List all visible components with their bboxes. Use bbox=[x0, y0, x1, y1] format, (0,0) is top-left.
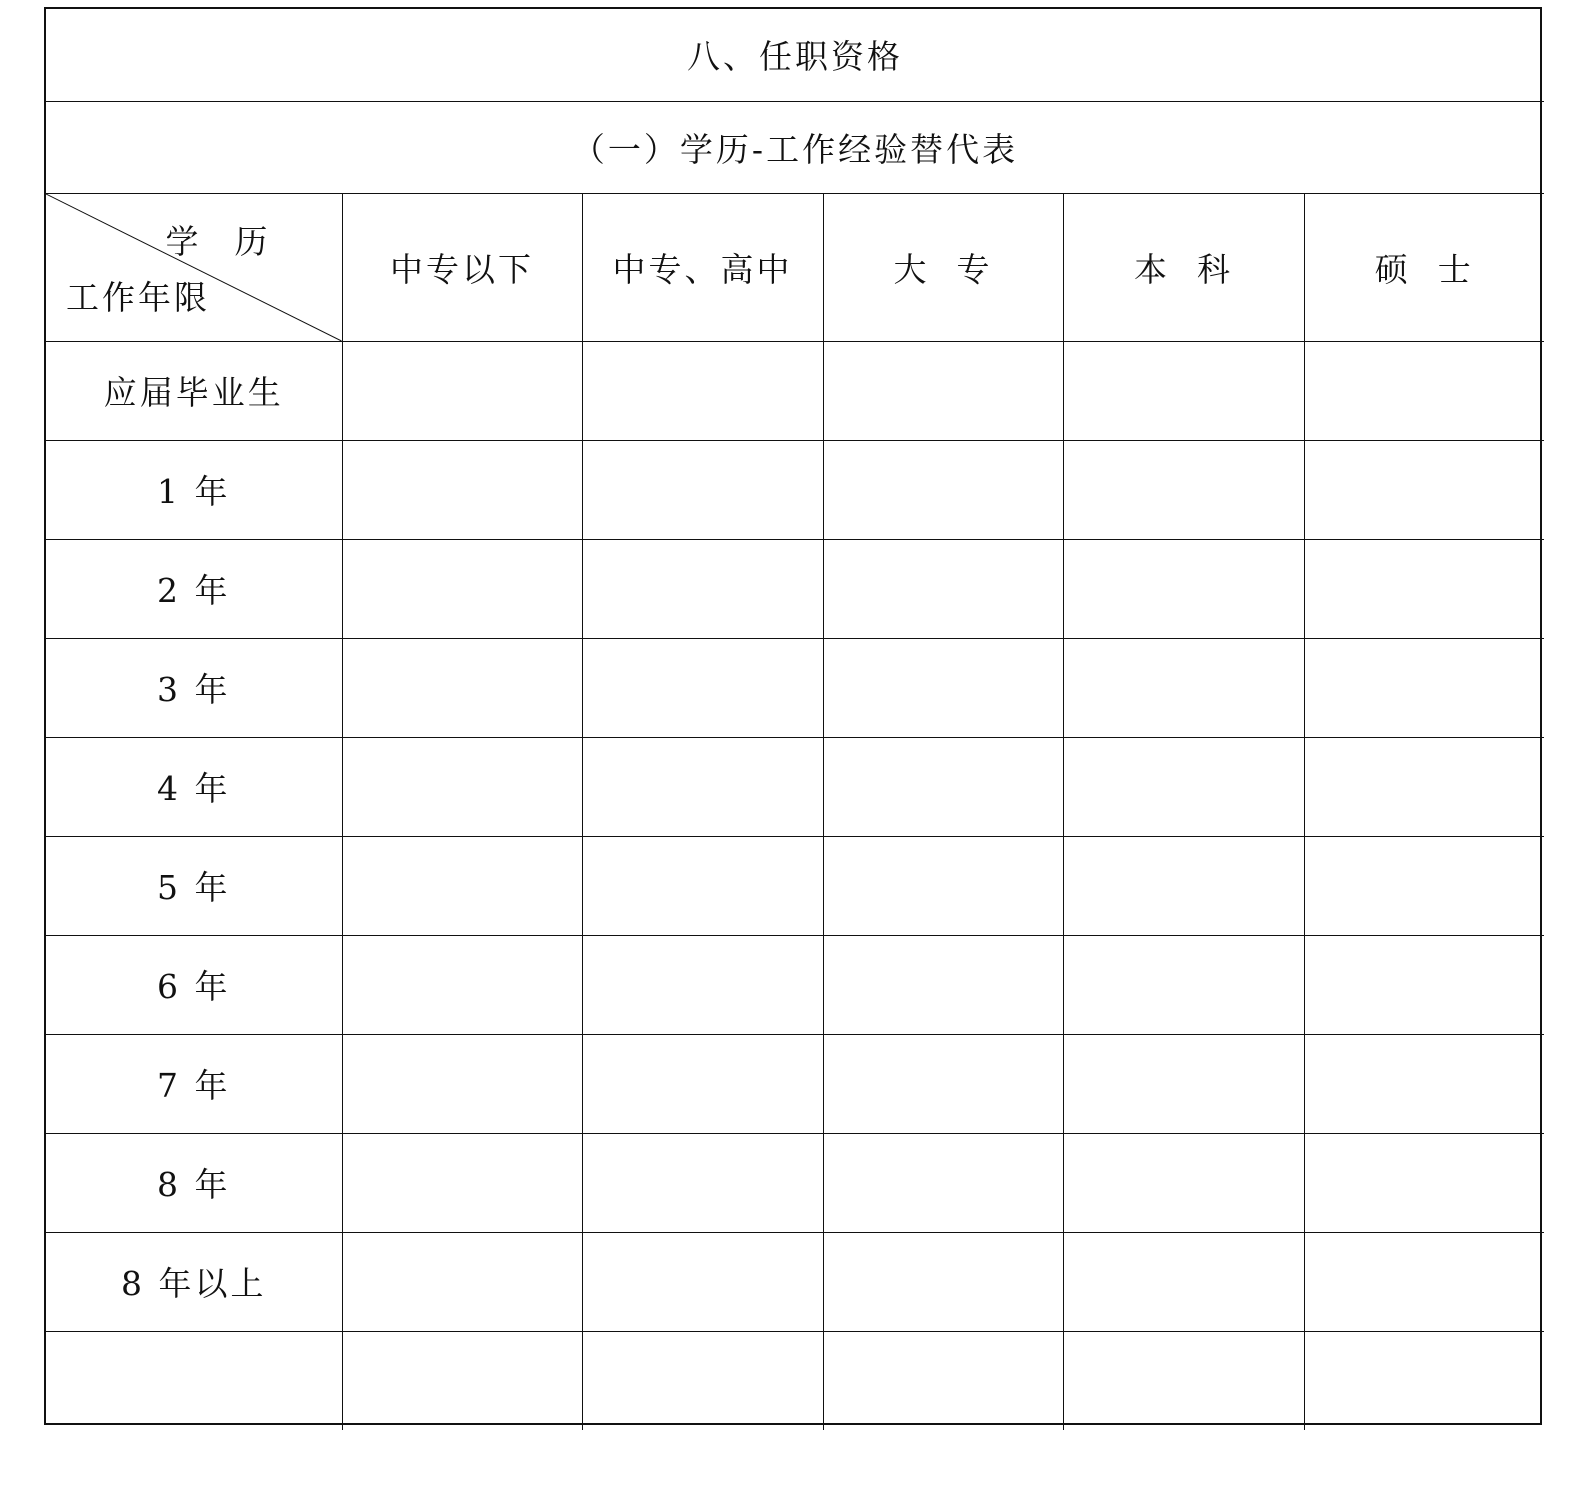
entry-cell[interactable] bbox=[342, 1034, 582, 1133]
table-row bbox=[46, 440, 1544, 539]
table-row bbox=[46, 1034, 1544, 1133]
row-label: 6 年 bbox=[46, 935, 342, 1034]
entry-cell[interactable] bbox=[1304, 341, 1544, 440]
row-label: 3 年 bbox=[46, 638, 342, 737]
row-label: 7 年 bbox=[46, 1034, 342, 1133]
row-label: 8 年 bbox=[46, 1133, 342, 1232]
entry-cell[interactable] bbox=[342, 836, 582, 935]
entry-cell[interactable] bbox=[823, 836, 1063, 935]
table-row bbox=[46, 1232, 1544, 1331]
entry-cell[interactable] bbox=[582, 836, 823, 935]
table-row bbox=[46, 935, 1544, 1034]
corner-years-label: 工作年限 bbox=[66, 277, 210, 317]
entry-cell[interactable] bbox=[1304, 836, 1544, 935]
entry-cell[interactable] bbox=[582, 935, 823, 1034]
entry-cell[interactable] bbox=[342, 1133, 582, 1232]
column-header: 硕 士 bbox=[1304, 193, 1544, 341]
entry-cell[interactable] bbox=[823, 1034, 1063, 1133]
corner-education-label: 学历 bbox=[165, 221, 304, 261]
column-header-row bbox=[46, 193, 1544, 341]
entry-cell[interactable] bbox=[1063, 440, 1304, 539]
entry-cell[interactable] bbox=[582, 737, 823, 836]
row-label bbox=[46, 1331, 342, 1430]
entry-cell[interactable] bbox=[582, 440, 823, 539]
education-experience-table bbox=[46, 9, 1544, 1430]
entry-cell[interactable] bbox=[1304, 935, 1544, 1034]
table-row bbox=[46, 638, 1544, 737]
entry-cell[interactable] bbox=[342, 638, 582, 737]
entry-cell[interactable] bbox=[1063, 935, 1304, 1034]
entry-cell[interactable] bbox=[342, 1331, 582, 1430]
entry-cell[interactable] bbox=[582, 1331, 823, 1430]
corner-header-cell bbox=[46, 193, 342, 341]
entry-cell[interactable] bbox=[342, 341, 582, 440]
entry-cell[interactable] bbox=[1304, 1232, 1544, 1331]
entry-cell[interactable] bbox=[1063, 539, 1304, 638]
table-row bbox=[46, 737, 1544, 836]
column-header: 中专以下 bbox=[342, 193, 582, 341]
entry-cell[interactable] bbox=[342, 440, 582, 539]
entry-cell[interactable] bbox=[1063, 737, 1304, 836]
entry-cell[interactable] bbox=[582, 341, 823, 440]
table-row bbox=[46, 341, 1544, 440]
entry-cell[interactable] bbox=[582, 638, 823, 737]
entry-cell[interactable] bbox=[1304, 440, 1544, 539]
entry-cell[interactable] bbox=[342, 539, 582, 638]
column-header: 大 专 bbox=[823, 193, 1063, 341]
entry-cell[interactable] bbox=[582, 539, 823, 638]
entry-cell[interactable] bbox=[1063, 1232, 1304, 1331]
section-title: 八、任职资格 bbox=[46, 9, 1544, 101]
table-title: （一）学历-工作经验替代表 bbox=[46, 101, 1544, 193]
entry-cell[interactable] bbox=[1063, 1133, 1304, 1232]
entry-cell[interactable] bbox=[1063, 1034, 1304, 1133]
entry-cell[interactable] bbox=[582, 1034, 823, 1133]
entry-cell[interactable] bbox=[342, 935, 582, 1034]
entry-cell[interactable] bbox=[342, 737, 582, 836]
entry-cell[interactable] bbox=[1063, 1331, 1304, 1430]
row-label: 2 年 bbox=[46, 539, 342, 638]
entry-cell[interactable] bbox=[1063, 836, 1304, 935]
entry-cell[interactable] bbox=[1304, 1331, 1544, 1430]
entry-cell[interactable] bbox=[1304, 1034, 1544, 1133]
entry-cell[interactable] bbox=[1304, 539, 1544, 638]
row-label: 5 年 bbox=[46, 836, 342, 935]
entry-cell[interactable] bbox=[342, 1232, 582, 1331]
table-row bbox=[46, 539, 1544, 638]
entry-cell[interactable] bbox=[823, 1331, 1063, 1430]
entry-cell[interactable] bbox=[582, 1232, 823, 1331]
entry-cell[interactable] bbox=[823, 539, 1063, 638]
table-row bbox=[46, 836, 1544, 935]
entry-cell[interactable] bbox=[823, 935, 1063, 1034]
entry-cell[interactable] bbox=[823, 440, 1063, 539]
qualification-form bbox=[44, 7, 1542, 1425]
entry-cell[interactable] bbox=[1063, 638, 1304, 737]
column-header: 本 科 bbox=[1063, 193, 1304, 341]
entry-cell[interactable] bbox=[582, 1133, 823, 1232]
entry-cell[interactable] bbox=[1304, 737, 1544, 836]
entry-cell[interactable] bbox=[823, 638, 1063, 737]
entry-cell[interactable] bbox=[823, 1133, 1063, 1232]
entry-cell[interactable] bbox=[823, 341, 1063, 440]
row-label: 8 年以上 bbox=[46, 1232, 342, 1331]
entry-cell[interactable] bbox=[823, 1232, 1063, 1331]
table-row bbox=[46, 1133, 1544, 1232]
column-header: 中专、高中 bbox=[582, 193, 823, 341]
entry-cell[interactable] bbox=[823, 737, 1063, 836]
row-label: 1 年 bbox=[46, 440, 342, 539]
entry-cell[interactable] bbox=[1304, 1133, 1544, 1232]
entry-cell[interactable] bbox=[1063, 341, 1304, 440]
row-label: 4 年 bbox=[46, 737, 342, 836]
table-row bbox=[46, 1331, 1544, 1430]
entry-cell[interactable] bbox=[1304, 638, 1544, 737]
row-label: 应届毕业生 bbox=[46, 341, 342, 440]
